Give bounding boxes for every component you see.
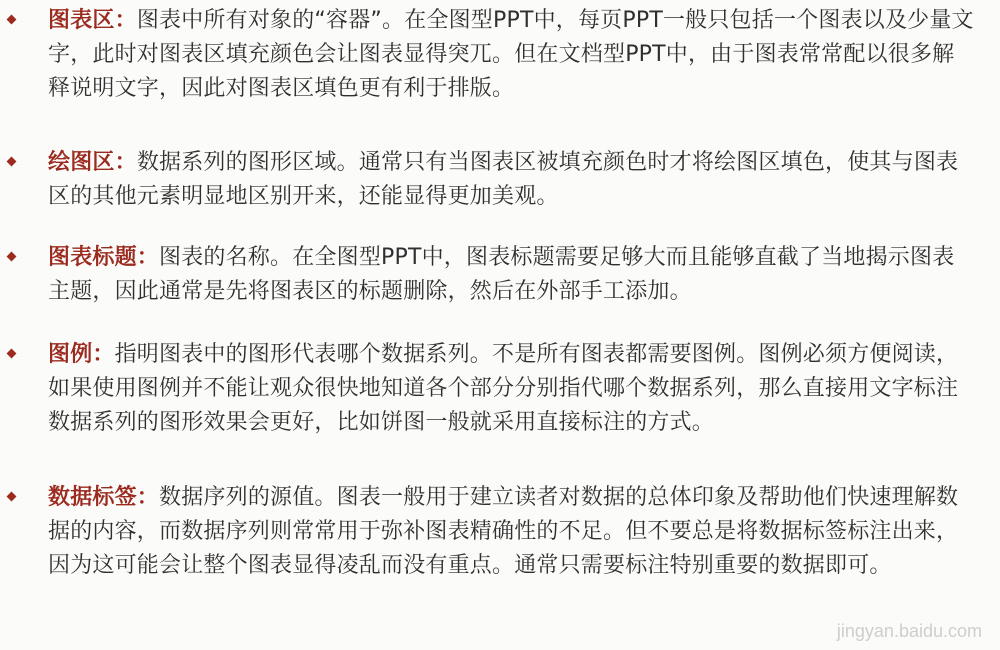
term-label: 图表区： [48, 8, 137, 33]
list-item-legend [8, 338, 976, 440]
item-content [48, 481, 976, 583]
list-item-chart-title [8, 241, 976, 309]
diamond-bullet-icon [7, 252, 17, 262]
term-label: 绘图区： [48, 150, 137, 175]
list-item-data-labels [8, 481, 976, 583]
watermark: jingyan.baidu.com [836, 621, 982, 641]
term-description: 指明图表中的图形代表哪个数据系列。不是所有图表都需要图例。图例必须方便阅读，如果使用图例并不能让观众很快地知道各个部分分别指代哪个数据系列，那么直接用文字标注数据系列的图形效果会更好，比如饼图一般就采用直接标注的方式。 [48, 342, 959, 435]
list-item-plot-area [8, 146, 976, 214]
term-label: 图表标题： [48, 245, 160, 270]
diamond-bullet-icon [7, 157, 17, 167]
item-content [48, 338, 976, 440]
item-content [48, 241, 976, 309]
term-description: 数据序列的源值。图表一般用于建立读者对数据的总体印象及帮助他们快速理解数据的内容，而数据序列则常常用于弥补图表精确性的不足。但不要总是将数据标签标注出来，因为这可能会让整个图表显得凌乱而没有重点。通常只需要标注特别重要的数据即可。 [48, 485, 959, 578]
term-description: 图表中所有对象的“容器”。在全图型PPT中，每页PPT一般只包括一个图表以及少量文字，此时对图表区填充颜色会让图表显得突兀。但在文档型PPT中，由于图表常常配以很多解释说明文字，因此对图表区填色更有利于排版。 [48, 8, 974, 101]
item-content [48, 4, 976, 106]
term-label: 数据标签： [48, 485, 160, 510]
diamond-bullet-icon [7, 349, 17, 359]
list-item-chart-area [8, 4, 976, 106]
term-description: 数据系列的图形区域。通常只有当图表区被填充颜色时才将绘图区填色，使其与图表区的其他元素明显地区别开来，还能显得更加美观。 [48, 150, 959, 209]
diamond-bullet-icon [7, 15, 17, 25]
item-content [48, 146, 976, 214]
term-label: 图例： [48, 342, 115, 367]
term-description: 图表的名称。在全图型PPT中，图表标题需要足够大而且能够直截了当地揭示图表主题，因此通常是先将图表区的标题删除，然后在外部手工添加。 [48, 245, 955, 304]
diamond-bullet-icon [7, 492, 17, 502]
